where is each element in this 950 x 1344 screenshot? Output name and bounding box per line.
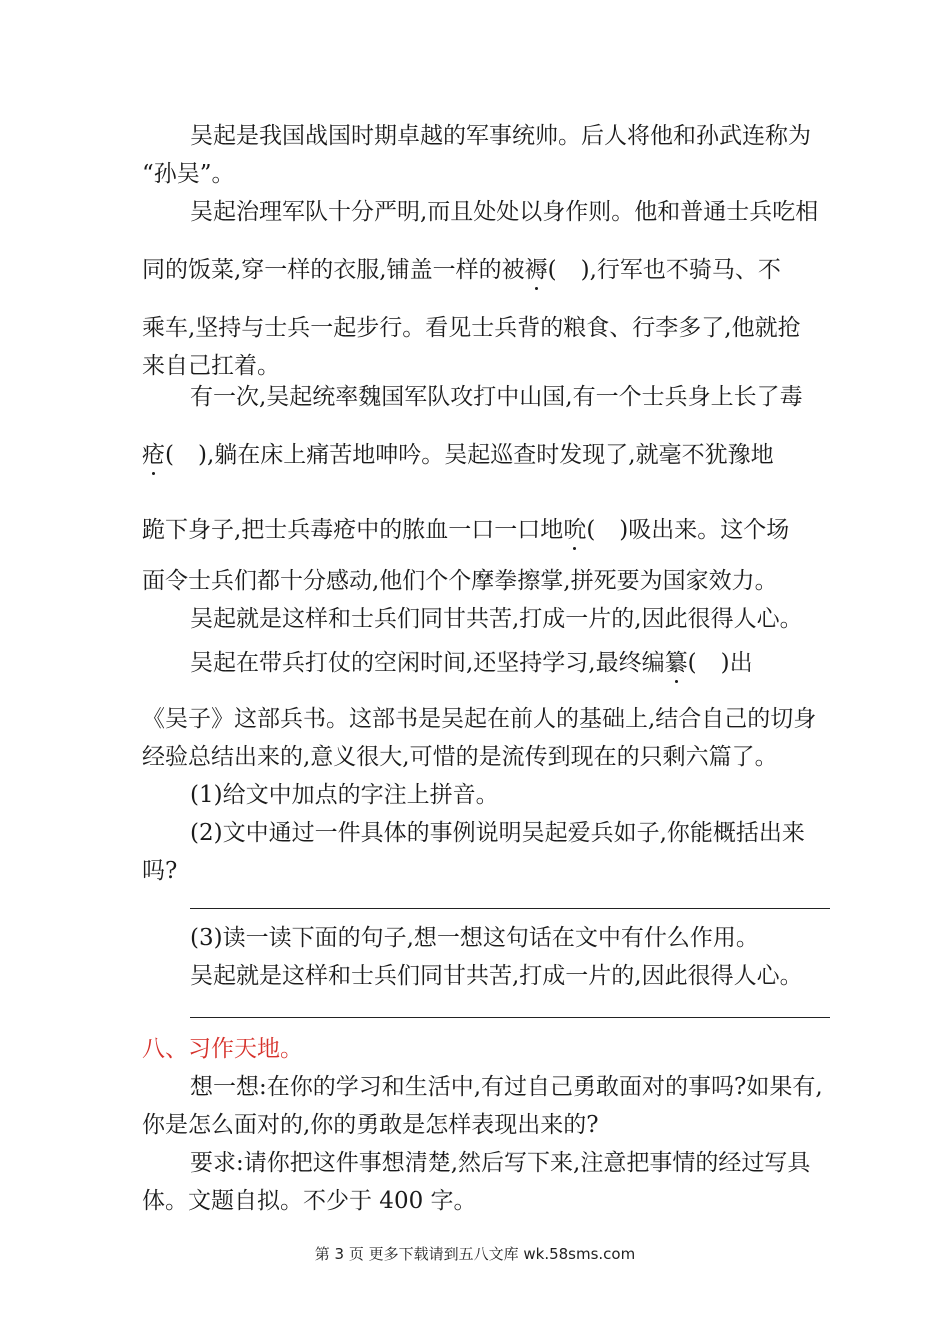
dotted-character: 褥	[524, 257, 548, 283]
passage-line: 吴起是我国战国时期卓越的军事统帅。后人将他和孙武连称为	[190, 123, 811, 149]
writing-prompt: 想一想:在你的学习和生活中,有过自己勇敢面对的事吗?如果有,	[190, 1074, 823, 1100]
text-segment: ),行军也不骑马、不	[580, 257, 781, 283]
passage-line-with-blank	[142, 440, 822, 470]
text-segment: (	[547, 257, 557, 283]
text-segment: 吴起在带兵打仗的空闲时间,还坚持学习,最终编	[190, 650, 665, 676]
passage-line: “孙吴”。	[142, 161, 235, 187]
text-segment: 同的饭菜,穿一样的衣服,铺盖一样的被	[142, 257, 525, 283]
passage-line-with-blank	[142, 515, 822, 545]
passage-line: 有一次,吴起统率魏国军队攻打中山国,有一个士兵身上长了毒	[190, 384, 803, 410]
passage-line: 面令士兵们都十分感动,他们个个摩拳擦掌,拼死要为国家效力。	[142, 568, 778, 594]
text-segment: (	[586, 517, 596, 543]
question-2-continued: 吗?	[142, 858, 178, 884]
text-segment: 跪下身子,把士兵毒疮中的脓血一口一口地	[142, 517, 564, 543]
passage-line: 《吴子》这部兵书。这部书是吴起在前人的基础上,结合自己的切身	[142, 706, 817, 732]
question-3: (3)读一读下面的句子,想一想这句话在文中有什么作用。	[190, 925, 759, 951]
text-segment: )吸出来。这个场	[619, 517, 790, 543]
passage-line: 吴起就是这样和士兵们同甘共苦,打成一片的,因此很得人心。	[190, 606, 803, 632]
dotted-character: 疮	[142, 442, 165, 468]
passage-line: 来自己扛着。	[142, 353, 280, 379]
passage-line-with-blank	[190, 648, 822, 678]
section-heading: 八、习作天地。	[142, 1036, 303, 1062]
writing-requirement: 要求:请你把这件事想清楚,然后写下来,注意把事情的经过写具	[190, 1150, 811, 1176]
question-3-quote: 吴起就是这样和士兵们同甘共苦,打成一片的,因此很得人心。	[190, 963, 803, 989]
text-segment: )出	[720, 650, 753, 676]
passage-line: 经验总结出来的,意义很大,可惜的是流传到现在的只剩六篇了。	[142, 744, 778, 770]
text-segment: (	[165, 442, 174, 468]
passage-line-with-blank	[142, 255, 822, 285]
page-footer: 第 3 页 更多下载请到五八文库 wk.58sms.com	[314, 1245, 636, 1263]
dotted-character: 吮	[563, 517, 587, 543]
dotted-character: 纂	[664, 650, 688, 676]
answer-line[interactable]	[190, 1017, 830, 1018]
text-segment: (	[687, 650, 697, 676]
question-2: (2)文中通过一件具体的事例说明吴起爱兵如子,你能概括出来	[190, 820, 805, 846]
passage-line: 吴起治理军队十分严明,而且处处以身作则。他和普通士兵吃相	[190, 199, 819, 225]
question-1: (1)给文中加点的字注上拼音。	[190, 782, 499, 808]
passage-line: 乘车,坚持与士兵一起步行。看见士兵背的粮食、行李多了,他就抢	[142, 315, 801, 341]
text-segment: ),躺在床上痛苦地呻吟。吴起巡查时发现了,就毫不犹豫地	[197, 442, 774, 468]
answer-line[interactable]	[190, 908, 830, 909]
writing-requirement: 体。文题自拟。不少于 400 字。	[142, 1188, 477, 1214]
writing-prompt: 你是怎么面对的,你的勇敢是怎样表现出来的?	[142, 1112, 599, 1138]
